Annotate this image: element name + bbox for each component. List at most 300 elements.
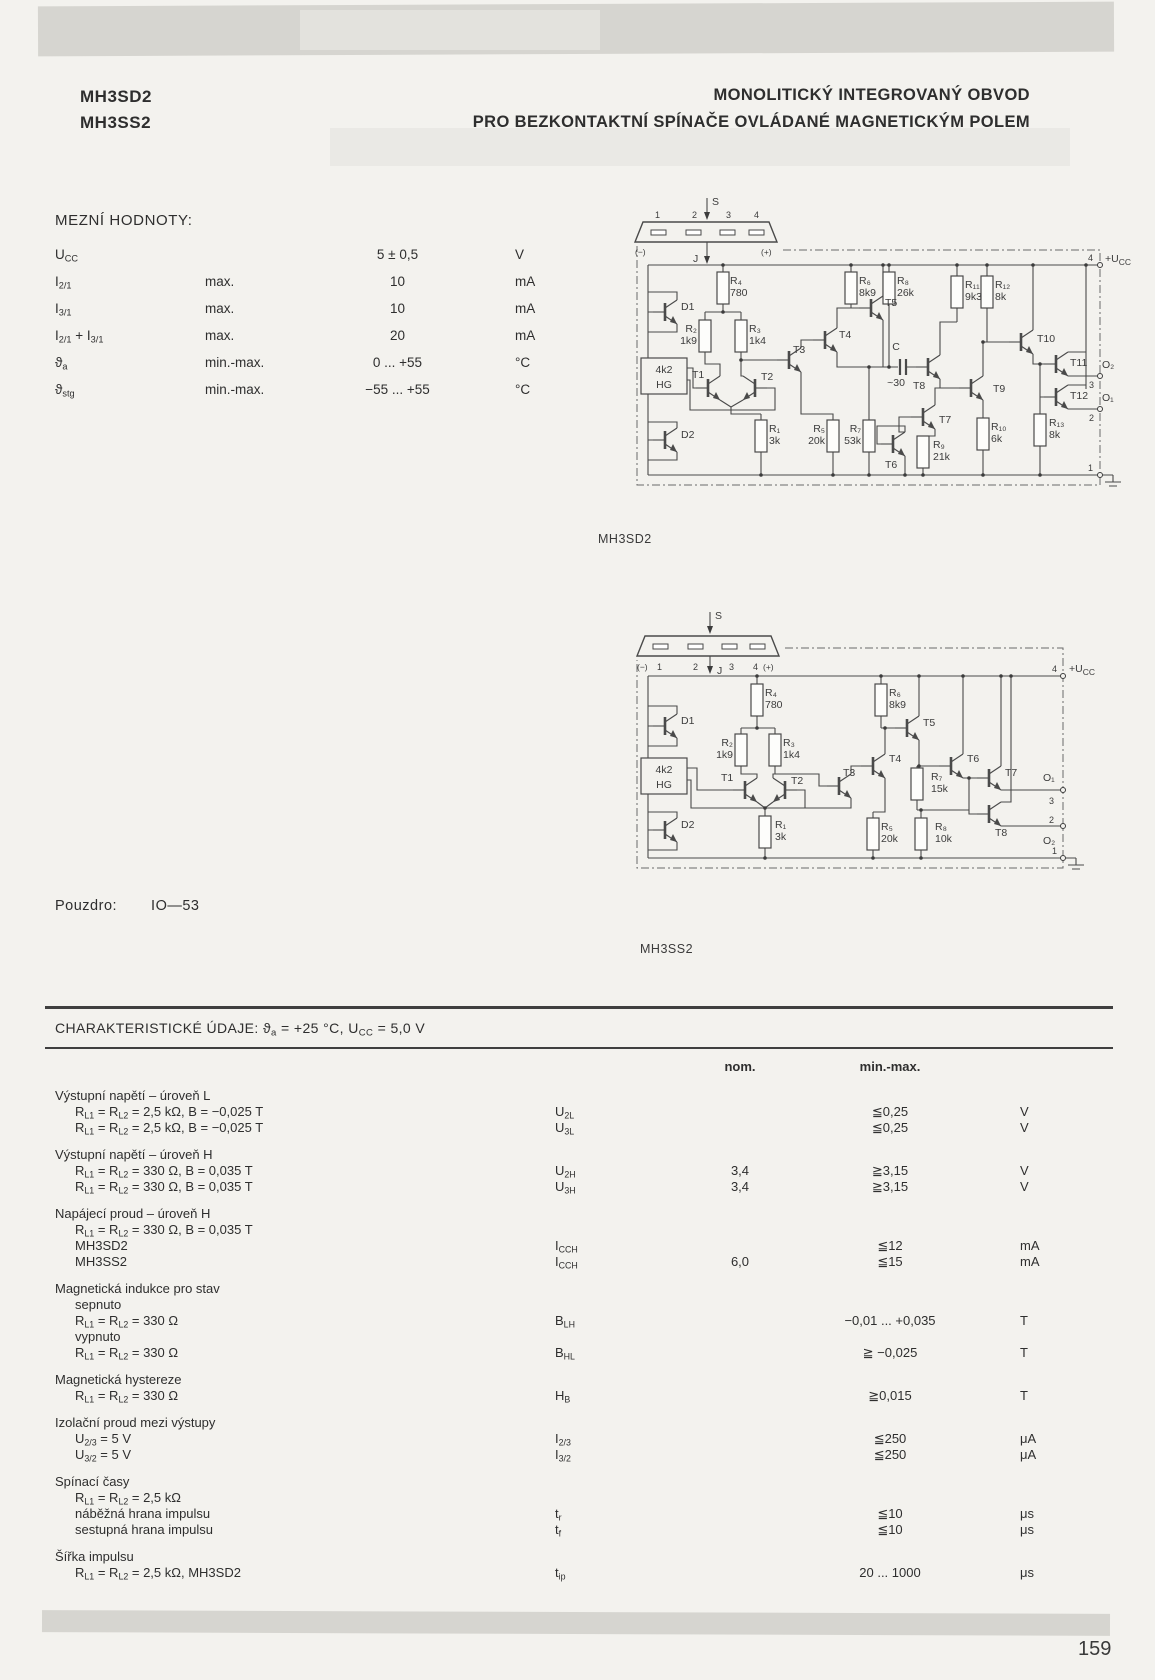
resistor-label: R₅	[813, 423, 825, 435]
param-unit	[1000, 1490, 1113, 1506]
resistor-label: R₉	[933, 439, 945, 451]
characteristics-title	[45, 1009, 1113, 1049]
resistor-r1	[755, 420, 767, 452]
param-nominal	[700, 1565, 780, 1581]
resistor-r5	[867, 818, 879, 850]
char-row	[45, 1431, 1113, 1447]
limit-symbol: $U_{CC}$	[55, 247, 78, 264]
limits-rows	[55, 241, 635, 403]
output-label: O₁	[1043, 772, 1055, 784]
param-condition: $R_{L1} = R_{L2} = 330$ Ω, B = 0,035 T	[75, 1179, 253, 1196]
characteristics-rows	[45, 1088, 1113, 1581]
part-number-2: MH3SS2	[80, 113, 152, 132]
resistor-label: R₁₀	[991, 421, 1007, 433]
param-minmax: 20 ... 1000	[859, 1565, 921, 1580]
resistor-label: R₈	[897, 275, 909, 287]
limit-unit: V	[515, 247, 525, 262]
limit-row	[55, 376, 635, 403]
char-row	[45, 1447, 1113, 1463]
param-unit: μA	[1020, 1431, 1037, 1446]
char-row	[45, 1506, 1113, 1522]
resistor-value: 3k	[769, 435, 781, 447]
param-condition: náběžná hrana impulsu	[75, 1506, 211, 1521]
pin-label: 4	[754, 210, 760, 220]
capacitor-icon	[900, 359, 906, 375]
pin-label: 4	[753, 662, 759, 672]
hall-generator-label: 4k2	[655, 764, 673, 776]
resistor-value: 6k	[991, 433, 1003, 445]
param-condition: $R_{L1} = R_{L2} = 2,5$ kΩ	[75, 1490, 181, 1507]
resistor-r1	[759, 816, 771, 848]
param-nominal	[700, 1345, 780, 1361]
char-row	[45, 1522, 1113, 1538]
resistor-value: 3k	[775, 831, 787, 843]
resistor-r2	[699, 320, 711, 352]
param-nominal	[700, 1506, 780, 1522]
param-unit: T	[1020, 1345, 1028, 1360]
param-unit: V	[1020, 1120, 1029, 1135]
char-group-row: Spínací časy	[55, 1474, 130, 1489]
current-arrow-j-icon	[704, 256, 710, 264]
limit-condition: max.	[205, 274, 235, 289]
resistor-label: R₇	[931, 771, 943, 783]
char-row	[45, 1179, 1113, 1195]
resistor-label: R₁₁	[965, 279, 980, 291]
param-minmax: −0,01 ... +0,035	[844, 1313, 936, 1328]
resistor-value: 8k9	[889, 699, 906, 711]
char-row	[45, 1222, 1113, 1238]
char-group-row: Výstupní napětí – úroveň H	[55, 1147, 213, 1162]
resistor-r6	[875, 684, 887, 716]
char-row	[45, 1329, 1113, 1345]
pin-label: 2	[692, 210, 698, 220]
char-row	[45, 1297, 1113, 1313]
param-minmax: ≦15	[877, 1254, 903, 1269]
limit-value: 20	[389, 328, 406, 343]
resistor-label: R₄	[765, 687, 777, 699]
transistor-label: T7	[1005, 767, 1018, 779]
pin-label: 3	[1049, 796, 1055, 806]
column-header-nom: nom.	[724, 1059, 756, 1074]
resistor-label: R₁₂	[995, 279, 1011, 291]
limit-condition: min.-max.	[205, 382, 265, 397]
resistor-value: 10k	[935, 833, 952, 845]
ground-icon	[1066, 858, 1085, 869]
current-arrow-j-icon	[707, 666, 713, 674]
param-nominal	[700, 1447, 780, 1463]
resistor-label: R₁₃	[1049, 417, 1065, 429]
param-minmax: ≦250	[873, 1431, 907, 1446]
param-condition: vypnuto	[75, 1329, 121, 1344]
pin-label: 1	[655, 210, 661, 220]
characteristics-header	[45, 1049, 1113, 1074]
characteristics-section	[45, 1006, 1113, 1581]
limits-section	[55, 212, 635, 403]
package-value: IO—53	[151, 898, 200, 914]
resistor-label: R₄	[730, 275, 742, 287]
pin-label: 4	[1052, 664, 1058, 674]
resistor-r11	[951, 276, 963, 308]
transistor-t5	[859, 296, 883, 320]
limit-row	[55, 295, 635, 322]
param-condition: $R_{L1} = R_{L2} = 330$ Ω	[75, 1345, 179, 1362]
resistor-r5	[827, 420, 839, 452]
page-title	[330, 82, 1030, 136]
resistor-value: 8k9	[859, 287, 876, 299]
resistor-value: 1k4	[749, 335, 766, 347]
transistor-label: D1	[681, 715, 695, 727]
ground-icon	[1103, 475, 1122, 486]
transistor-label: T1	[692, 369, 705, 381]
transistor-t8	[977, 802, 1001, 826]
resistor-r13	[1034, 414, 1046, 446]
char-row	[45, 1565, 1113, 1581]
package-label: Pouzdro:	[55, 898, 118, 914]
transistor-t4	[861, 754, 885, 778]
output-label: O₂	[1102, 359, 1115, 371]
param-symbol: $B_{HL}$	[555, 1345, 575, 1362]
limit-symbol: $I_{3/1}$	[55, 301, 72, 318]
param-nominal	[700, 1388, 780, 1404]
resistor-value: 20k	[881, 833, 898, 845]
pin-label: 2	[1089, 413, 1095, 423]
resistor-r7	[863, 420, 875, 452]
char-group-row: Izolační proud mezi výstupy	[55, 1415, 216, 1430]
pin-label: 4	[1088, 253, 1094, 263]
param-minmax: ≦0,25	[871, 1104, 909, 1119]
char-row	[45, 1490, 1113, 1506]
current-label: J	[693, 253, 699, 265]
param-condition: MH3SD2	[75, 1238, 128, 1253]
output-label: O₂	[1043, 835, 1056, 847]
transistor-label: T9	[993, 383, 1006, 395]
param-symbol: $t_{ip}$	[555, 1565, 566, 1582]
resistor-value: 9k3	[965, 291, 982, 303]
limit-condition: max.	[205, 301, 235, 316]
char-group-row: Šířka impulsu	[55, 1549, 134, 1564]
transistor-t6	[881, 432, 905, 456]
param-symbol: $I_{2/3}$	[555, 1431, 571, 1448]
char-row	[45, 1388, 1113, 1404]
limit-symbol: $ϑ_{stg}$	[55, 382, 75, 399]
transistor-d2	[653, 818, 677, 842]
limit-symbol: $I_{2/1}$	[55, 274, 72, 291]
param-unit: mA	[1020, 1254, 1040, 1269]
param-symbol: $t_f$	[555, 1522, 562, 1539]
limit-value: 5 ± 0,5	[376, 247, 419, 262]
limit-unit: °C	[515, 355, 531, 370]
resistor-label: R₆	[859, 275, 871, 287]
resistor-label: R₁	[769, 423, 781, 435]
limit-row	[55, 241, 635, 268]
param-minmax	[780, 1222, 1000, 1238]
resistor-r9	[917, 436, 929, 468]
transistor-label: T5	[923, 717, 936, 729]
polarity-plus: (+)	[763, 662, 774, 672]
param-condition: $R_{L1} = R_{L2} = 330$ Ω	[75, 1313, 179, 1330]
transistor-t12	[1044, 385, 1068, 409]
resistor-value: 26k	[897, 287, 914, 299]
param-symbol: $U_{2H}$	[555, 1163, 576, 1180]
resistor-value: 53k	[844, 435, 861, 447]
param-symbol	[555, 1329, 700, 1345]
limit-value: 10	[389, 274, 406, 289]
param-symbol: $U_{2L}$	[555, 1104, 575, 1121]
resistor-r7	[911, 768, 923, 800]
param-condition: $R_{L1} = R_{L2} = 330$ Ω	[75, 1388, 179, 1405]
supply-label: $+U_{CC}$	[1069, 663, 1095, 677]
resistor-label: R₂	[685, 323, 697, 335]
resistor-label: R₂	[721, 737, 733, 749]
pin-label: 1	[1052, 846, 1058, 856]
transistor-t9	[959, 376, 983, 400]
hall-generator-label: 4k2	[655, 364, 673, 376]
transistor-label: T4	[889, 753, 902, 765]
transistor-label: T3	[843, 767, 856, 779]
param-symbol: $I_{CCH}$	[555, 1254, 578, 1271]
transistor-label: T6	[885, 459, 898, 471]
char-group-row: Magnetická indukce pro stav	[55, 1281, 220, 1296]
char-group-row: Magnetická hystereze	[55, 1372, 182, 1387]
resistor-value: 20k	[808, 435, 825, 447]
capacitor-label: C	[892, 341, 900, 353]
transistor-label: T2	[791, 775, 804, 787]
limits-title: MEZNÍ HODNOTY:	[55, 212, 193, 229]
resistor-value: 8k	[995, 291, 1007, 303]
char-row	[45, 1104, 1113, 1120]
param-minmax: ≧3,15	[871, 1179, 909, 1194]
param-nominal	[700, 1313, 780, 1329]
transistor-label: T7	[939, 414, 952, 426]
characteristics-title-text: CHARAKTERISTICKÉ ÚDAJE:	[55, 1020, 259, 1036]
resistor-r6	[845, 272, 857, 304]
resistor-value: 1k9	[716, 749, 733, 761]
param-minmax	[780, 1490, 1000, 1506]
resistor-label: R₃	[783, 737, 795, 749]
param-nominal: 3,4	[730, 1163, 750, 1178]
column-header-minmax: min.-max.	[859, 1059, 921, 1074]
param-symbol: $B_{LH}$	[555, 1313, 575, 1330]
limit-row	[55, 349, 635, 376]
param-unit	[1000, 1329, 1113, 1345]
resistor-label: R₆	[889, 687, 901, 699]
param-symbol: $H_B$	[555, 1388, 571, 1405]
pin-label: 1	[657, 662, 663, 672]
scan-band-bottom	[42, 1610, 1110, 1636]
transistor-label: T5	[885, 297, 898, 309]
limit-condition: min.-max.	[205, 355, 265, 370]
pin-label: 2	[693, 662, 699, 672]
param-minmax	[780, 1329, 1000, 1345]
output-label: O₁	[1102, 392, 1114, 404]
pin-label: 3	[729, 662, 735, 672]
param-condition: $R_{L1} = R_{L2} = 2,5$ kΩ, B = −0,025 T	[75, 1120, 264, 1137]
param-unit: μs	[1020, 1522, 1034, 1537]
field-arrow-s-icon	[707, 626, 713, 634]
limit-condition: max.	[205, 328, 235, 343]
resistor-label: R₅	[881, 821, 893, 833]
resistor-label: R₃	[749, 323, 761, 335]
param-nominal	[700, 1297, 780, 1313]
param-unit: mA	[1020, 1238, 1040, 1253]
param-symbol	[555, 1222, 700, 1238]
param-symbol	[555, 1490, 700, 1506]
page-number: 159	[1078, 1638, 1112, 1660]
resistor-r10	[977, 418, 989, 450]
param-minmax: ≧3,15	[871, 1163, 909, 1178]
pin-label: 3	[1089, 380, 1095, 390]
char-row	[45, 1313, 1113, 1329]
schematic1-caption: MH3SD2	[598, 532, 652, 546]
resistor-value: 780	[730, 287, 748, 299]
field-label: S	[715, 610, 723, 622]
resistor-value: 8k	[1049, 429, 1061, 441]
page-title-line1: MONOLITICKÝ INTEGROVANÝ OBVOD	[713, 86, 1030, 104]
transistor-label: T12	[1070, 390, 1089, 402]
transistor-label: T8	[913, 380, 926, 392]
param-symbol: $U_{3L}$	[555, 1120, 575, 1137]
char-group-row: Napájecí proud – úroveň H	[55, 1206, 211, 1221]
limit-symbol: $ϑ_a$	[55, 355, 68, 372]
limit-unit: mA	[515, 274, 536, 289]
transistor-label: D1	[681, 301, 695, 313]
param-condition: $R_{L1} = R_{L2} = 2,5$ kΩ, MH3SD2	[75, 1565, 241, 1582]
resistor-label: R₁	[775, 819, 787, 831]
transistor-t6	[939, 754, 963, 778]
param-nominal	[700, 1522, 780, 1538]
schematic-mh3sd2	[593, 192, 1133, 492]
transistor-label: T3	[793, 344, 806, 356]
resistor-r8	[915, 818, 927, 850]
resistor-label: R₈	[935, 821, 947, 833]
current-label: J	[717, 665, 723, 677]
transistor-t1	[733, 778, 757, 802]
param-minmax: ≦10	[877, 1506, 903, 1521]
param-nominal: 6,0	[730, 1254, 750, 1269]
transistor-t10	[1009, 330, 1033, 354]
param-minmax: ≦10	[877, 1522, 903, 1537]
param-minmax: ≦12	[877, 1238, 903, 1253]
transistor-d1	[653, 300, 677, 324]
pin-label: 3	[726, 210, 732, 220]
characteristics-title-cond: $ϑ_a = +25$ °C, $U_{CC} = 5,0$ V	[262, 1020, 426, 1039]
param-symbol: $I_{CCH}$	[555, 1238, 578, 1255]
package-line	[55, 898, 233, 914]
param-unit: V	[1020, 1104, 1029, 1119]
hall-generator-label: HG	[656, 779, 672, 791]
param-condition: sepnuto	[75, 1297, 122, 1312]
schematic2-caption: MH3SS2	[640, 942, 694, 956]
hall-generator-label: HG	[656, 379, 672, 391]
transistor-t4	[813, 328, 837, 352]
transistor-t8	[916, 355, 940, 379]
param-nominal	[700, 1238, 780, 1254]
param-minmax: ≦0,25	[871, 1120, 909, 1135]
transistor-t7	[977, 766, 1001, 790]
char-row	[45, 1238, 1113, 1254]
param-nominal	[700, 1120, 780, 1136]
transistor-label: T4	[839, 329, 852, 341]
param-condition: $U_{3/2} = 5$ V	[75, 1447, 131, 1464]
resistor-r3	[735, 320, 747, 352]
supply-label: $+U_{CC}$	[1105, 253, 1131, 267]
limit-value: 0 ... +55	[372, 355, 423, 370]
param-nominal	[700, 1329, 780, 1345]
limit-symbol: $I_{2/1} + I_{3/1}$	[55, 328, 104, 345]
param-condition: $R_{L1} = R_{L2} = 2,5$ kΩ, B = −0,025 T	[75, 1104, 264, 1121]
transistor-t7	[911, 405, 935, 429]
limit-unit: °C	[515, 382, 531, 397]
scan-band-top-light	[300, 10, 600, 50]
limit-value: −55 ... +55	[365, 382, 430, 397]
char-row	[45, 1345, 1113, 1361]
resistor-value: 21k	[933, 451, 950, 463]
param-condition: $U_{2/3} = 5$ V	[75, 1431, 131, 1448]
part-numbers	[80, 84, 152, 136]
param-unit: μs	[1020, 1565, 1034, 1580]
resistor-r2	[735, 734, 747, 766]
polarity-minus: (−)	[637, 662, 648, 672]
param-nominal	[700, 1104, 780, 1120]
transistor-label: D2	[681, 819, 695, 831]
param-nominal	[700, 1490, 780, 1506]
pin-label: 1	[1088, 463, 1094, 473]
param-symbol: $t_r$	[555, 1506, 562, 1523]
resistor-value: 780	[765, 699, 783, 711]
part-number-1: MH3SD2	[80, 87, 152, 106]
param-nominal	[700, 1222, 780, 1238]
transistor-label: T8	[995, 827, 1008, 839]
param-condition: sestupná hrana impulsu	[75, 1522, 214, 1537]
limit-row	[55, 268, 635, 295]
param-minmax: ≦250	[873, 1447, 907, 1462]
char-row	[45, 1163, 1113, 1179]
limit-unit: mA	[515, 328, 536, 343]
param-condition: $R_{L1} = R_{L2} = 330$ Ω, B = 0,035 T	[75, 1222, 253, 1239]
pin-label: 2	[1049, 815, 1055, 825]
schematic-mh3ss2	[593, 578, 1133, 878]
transistor-label: D2	[681, 429, 695, 441]
param-unit: V	[1020, 1179, 1029, 1194]
char-row	[45, 1120, 1113, 1136]
resistor-r12	[981, 276, 993, 308]
resistor-value: 1k4	[783, 749, 800, 761]
param-condition: $R_{L1} = R_{L2} = 330$ Ω, B = 0,035 T	[75, 1163, 253, 1180]
page-title-line2: PRO BEZKONTAKTNÍ SPÍNAČE OVLÁDANÉ MAGNETICKÝM POLEM	[472, 113, 1030, 131]
polarity-plus: (+)	[761, 247, 772, 257]
transistor-label: T6	[967, 753, 980, 765]
param-unit: μs	[1020, 1506, 1034, 1521]
transistor-label: T2	[761, 371, 774, 383]
resistor-r4	[751, 684, 763, 716]
param-unit	[1000, 1222, 1113, 1238]
param-unit: μA	[1020, 1447, 1037, 1462]
param-symbol: $I_{3/2}$	[555, 1447, 571, 1464]
param-condition: MH3SS2	[75, 1254, 128, 1269]
limit-row	[55, 322, 635, 349]
resistor-label: R₇	[849, 423, 861, 435]
transistor-d2	[653, 428, 677, 452]
field-arrow-s-icon	[704, 212, 710, 220]
transistor-t5	[895, 716, 919, 740]
param-nominal	[700, 1431, 780, 1447]
resistor-r4	[717, 272, 729, 304]
param-symbol	[555, 1297, 700, 1313]
transistor-t11	[1044, 352, 1068, 376]
param-nominal: 3,4	[730, 1179, 750, 1194]
param-unit: V	[1020, 1163, 1029, 1178]
param-minmax: ≧ −0,025	[862, 1345, 918, 1360]
